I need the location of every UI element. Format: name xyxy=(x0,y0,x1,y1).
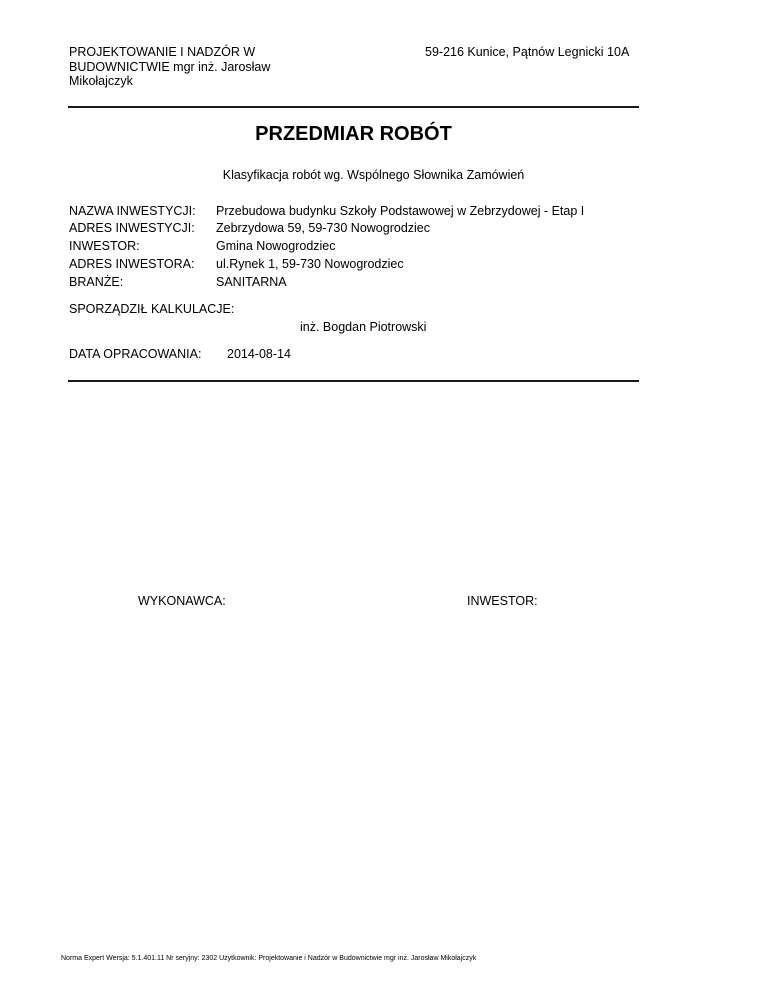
document-title: PRZEDMIAR ROBÓT xyxy=(255,123,452,145)
info-label: ADRES INWESTORA: xyxy=(69,257,195,271)
date-value: 2014-08-14 xyxy=(227,347,291,361)
info-value: Gmina Nowogrodziec xyxy=(216,239,336,253)
company-address: 59-216 Kunice, Pątnów Legnicki 10A xyxy=(425,45,630,59)
info-value: ul.Rynek 1, 59-730 Nowogrodziec xyxy=(216,257,404,271)
document-subtitle: Klasyfikacja robót wg. Wspólnego Słownika Zamówień xyxy=(222,168,525,182)
company-name xyxy=(69,45,299,89)
prepared-by-label: SPORZĄDZIŁ KALKULACJE: xyxy=(69,302,235,316)
info-value: Zebrzydowa 59, 59-730 Nowogrodziec xyxy=(216,221,431,235)
info-row-investor-address xyxy=(69,257,404,272)
info-row-project-name xyxy=(69,204,584,219)
prepared-by-name: inż. Bogdan Piotrowski xyxy=(300,320,427,334)
top-divider xyxy=(68,106,639,108)
info-row-project-address xyxy=(69,221,430,236)
contractor-signature-label: WYKONAWCA: xyxy=(138,594,226,608)
company-name-line: Mikołajczyk xyxy=(69,74,133,88)
info-label: NAZWA INWESTYCJI: xyxy=(69,204,196,218)
info-label: INWESTOR: xyxy=(69,239,140,253)
software-footer: Norma Expert Wersja: 5.1.401.11 Nr seryjny: 2302 Użytkownik: Projektowanie i Nadzór w Budownictwie mgr inż. Jarosław Mikołajczyk xyxy=(61,955,477,962)
info-row-trade xyxy=(69,275,287,290)
company-name-line: PROJEKTOWANIE I NADZÓR W xyxy=(69,45,256,59)
info-label: ADRES INWESTYCJI: xyxy=(69,221,195,235)
company-name-line: BUDOWNICTWIE mgr inż. Jarosław xyxy=(69,59,271,74)
info-label: BRANŻE: xyxy=(69,275,124,289)
bottom-divider xyxy=(68,380,639,382)
info-value: Przebudowa budynku Szkoły Podstawowej w Zebrzydowej - Etap I xyxy=(216,204,585,218)
investor-signature-label: INWESTOR: xyxy=(467,594,538,608)
info-row-investor xyxy=(69,239,336,254)
date-label: DATA OPRACOWANIA: xyxy=(69,347,202,361)
info-value: SANITARNA xyxy=(216,275,287,289)
